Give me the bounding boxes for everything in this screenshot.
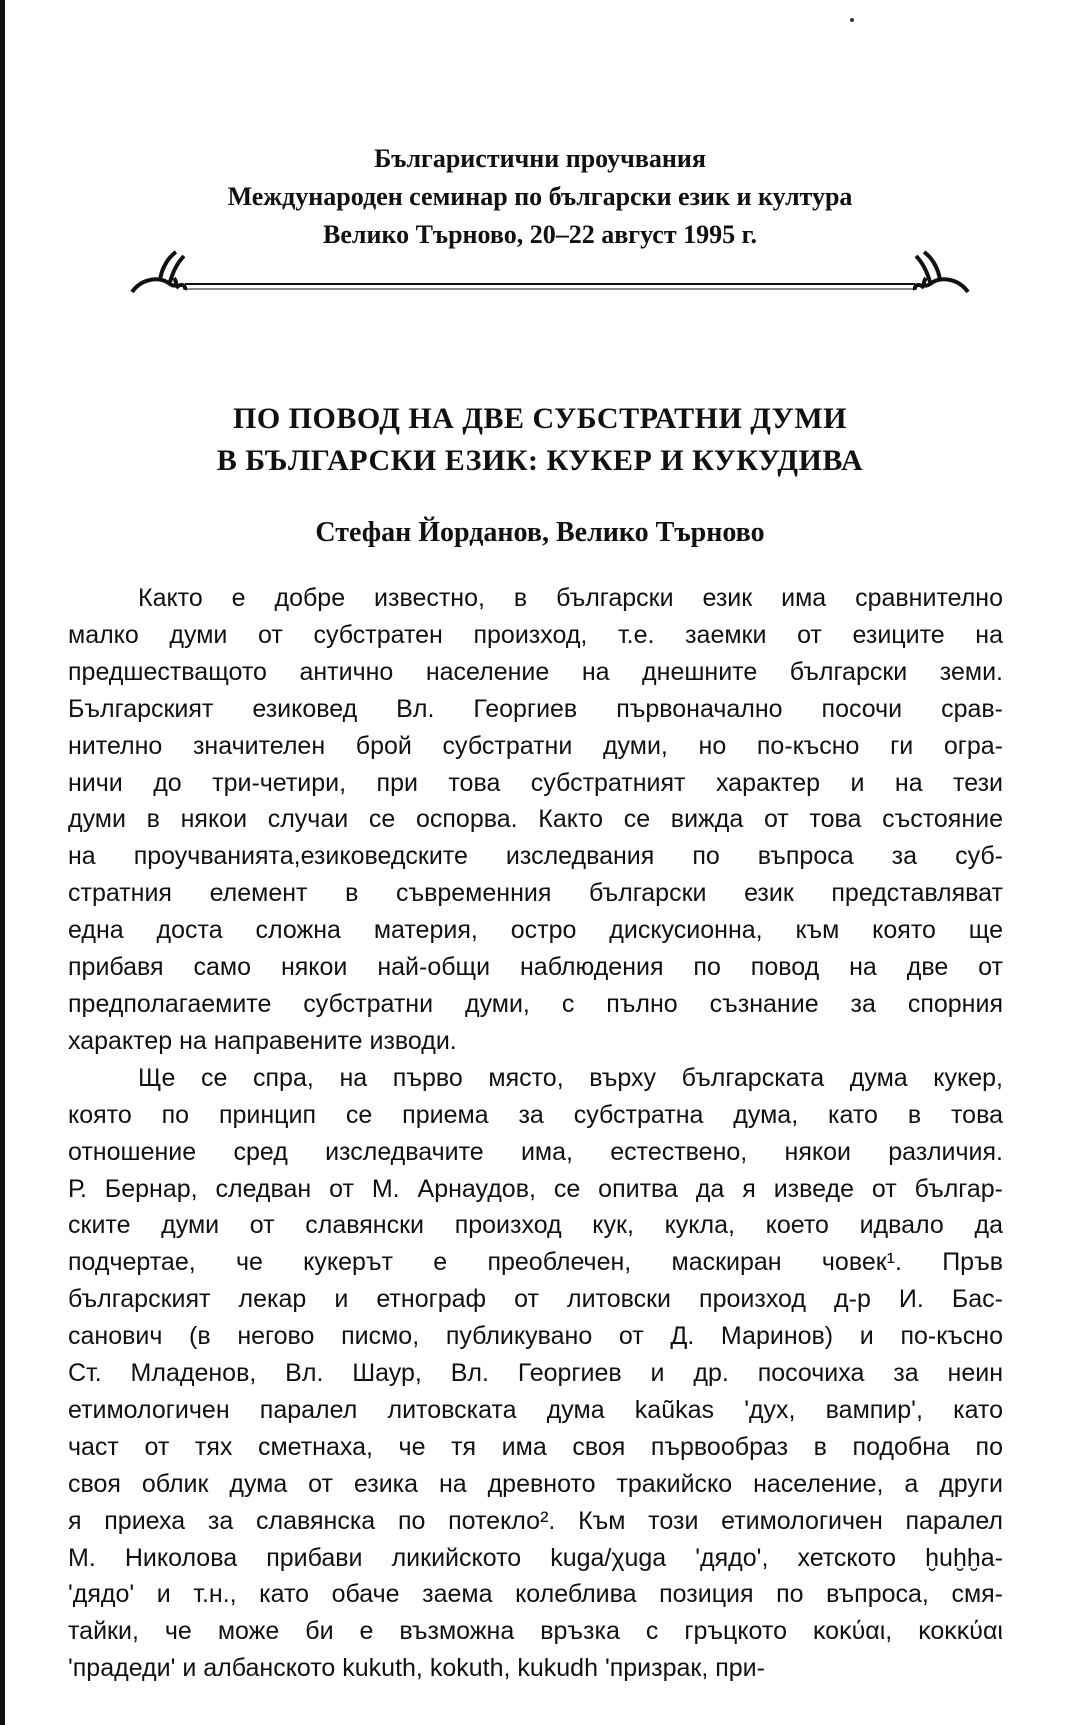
body-line: характер на направените изводи.	[68, 1026, 457, 1055]
body-line: санович (в негово писмо, публикувано от Д. Маринов) и по-късно	[68, 1322, 1003, 1351]
body-line: предполагаемите субстратни думи, с пълно съзнание за спорния	[68, 989, 1003, 1018]
title-line-1: ПО ПОВОД НА ДВЕ СУБСТРАТНИ ДУМИ	[233, 402, 847, 435]
body-line: стратния елемент в съвременния български език представляват	[68, 879, 1003, 908]
body-line: нително значителен брой субстратни думи, но по-късно ги огра-	[68, 731, 1003, 760]
body-line: я приеха за славянска по потекло². Към този етимологичен паралел	[68, 1506, 1003, 1535]
body-line: М. Николова прибави ликийското kuga/χuga 'дядо', хетското ḫuḫḫa-	[68, 1543, 1003, 1572]
body-line: част от тях сметнаха, че тя има своя първообраз в подобна по	[68, 1432, 1003, 1461]
header-series: Българистични проучвания	[374, 144, 706, 173]
article-author: Стефан Йорданов, Велико Търново	[315, 517, 765, 548]
journal-header	[0, 140, 1080, 254]
header-seminar: Международен семинар по български език и култура	[227, 182, 853, 211]
body-line: която по принцип се приема за субстратна дума, като в това	[68, 1100, 1003, 1129]
body-line: отношение сред изследвачите има, естествено, някои различия.	[68, 1137, 1003, 1166]
body-line: думи в някои случаи се оспорва. Както се вижда от това състояние	[68, 805, 1003, 834]
article-title	[0, 398, 1080, 482]
body-line: Ст. Младенов, Вл. Шаур, Вл. Георгиев и др. посочиха за неин	[68, 1359, 1003, 1388]
title-line-2: В БЪЛГАРСКИ ЕЗИК: КУКЕР И КУКУДИВА	[216, 444, 864, 477]
left-flourish-icon	[132, 252, 185, 292]
body-line: 'прадеди' и албанското kukuth, kokuth, kukudh 'призрак, при-	[68, 1654, 765, 1683]
scan-speck	[850, 18, 854, 22]
body-line: българският лекар и етнограф от литовски произход д-р И. Бас-	[68, 1285, 1003, 1314]
ornamental-divider	[130, 248, 970, 308]
header-place-date: Велико Търново, 20–22 август 1995 г.	[323, 220, 757, 249]
body-line: една доста сложна материя, остро дискусионна, към която ще	[68, 916, 1003, 945]
body-line: Р. Бернар, следван от М. Арнаудов, се опитва да я изведе от българ-	[68, 1174, 1003, 1203]
body-line: Както е добре известно, в български език има сравнително	[138, 584, 1003, 612]
body-line: ничи до три-четири, при това субстратният характер и на тези	[68, 768, 1003, 797]
body-line: предшестващото антично население на днешните български земи.	[68, 657, 1003, 686]
body-line: тайки, че може би е възможна връзка с гръцкото κοκύαι, κοκκύαι	[68, 1617, 1003, 1646]
body-line: Българският езиковед Вл. Георгиев първоначално посочи срав-	[68, 694, 1003, 723]
article-body	[68, 580, 1003, 1687]
right-flourish-icon	[915, 252, 968, 292]
body-line: етимологичен паралел литовската дума kaũkas 'дух, вампир', като	[68, 1395, 1003, 1424]
body-line: своя облик дума от езика на древното тракийско население, а други	[68, 1469, 1003, 1498]
scan-left-edge	[0, 0, 5, 1725]
body-line: малко думи от субстратен произход, т.е. заемки от езиците на	[68, 620, 1003, 649]
body-line: ските думи от славянски произход кук, кукла, което идвало да	[68, 1211, 1003, 1240]
body-line: Ще се спра, на първо място, върху българската дума кукер,	[138, 1063, 1003, 1092]
body-line: 'дядо' и т.н., като обаче заема колеблива позиция по въпроса, смя-	[68, 1580, 1003, 1609]
body-line: подчертае, че кукерът е преоблечен, маскиран човек¹. Пръв	[68, 1248, 1003, 1277]
body-line: прибавя само някои най-общи наблюдения по повод на две от	[68, 953, 1003, 982]
body-line: на проучванията,езиковедските изследвания по въпроса за суб-	[68, 842, 1003, 871]
